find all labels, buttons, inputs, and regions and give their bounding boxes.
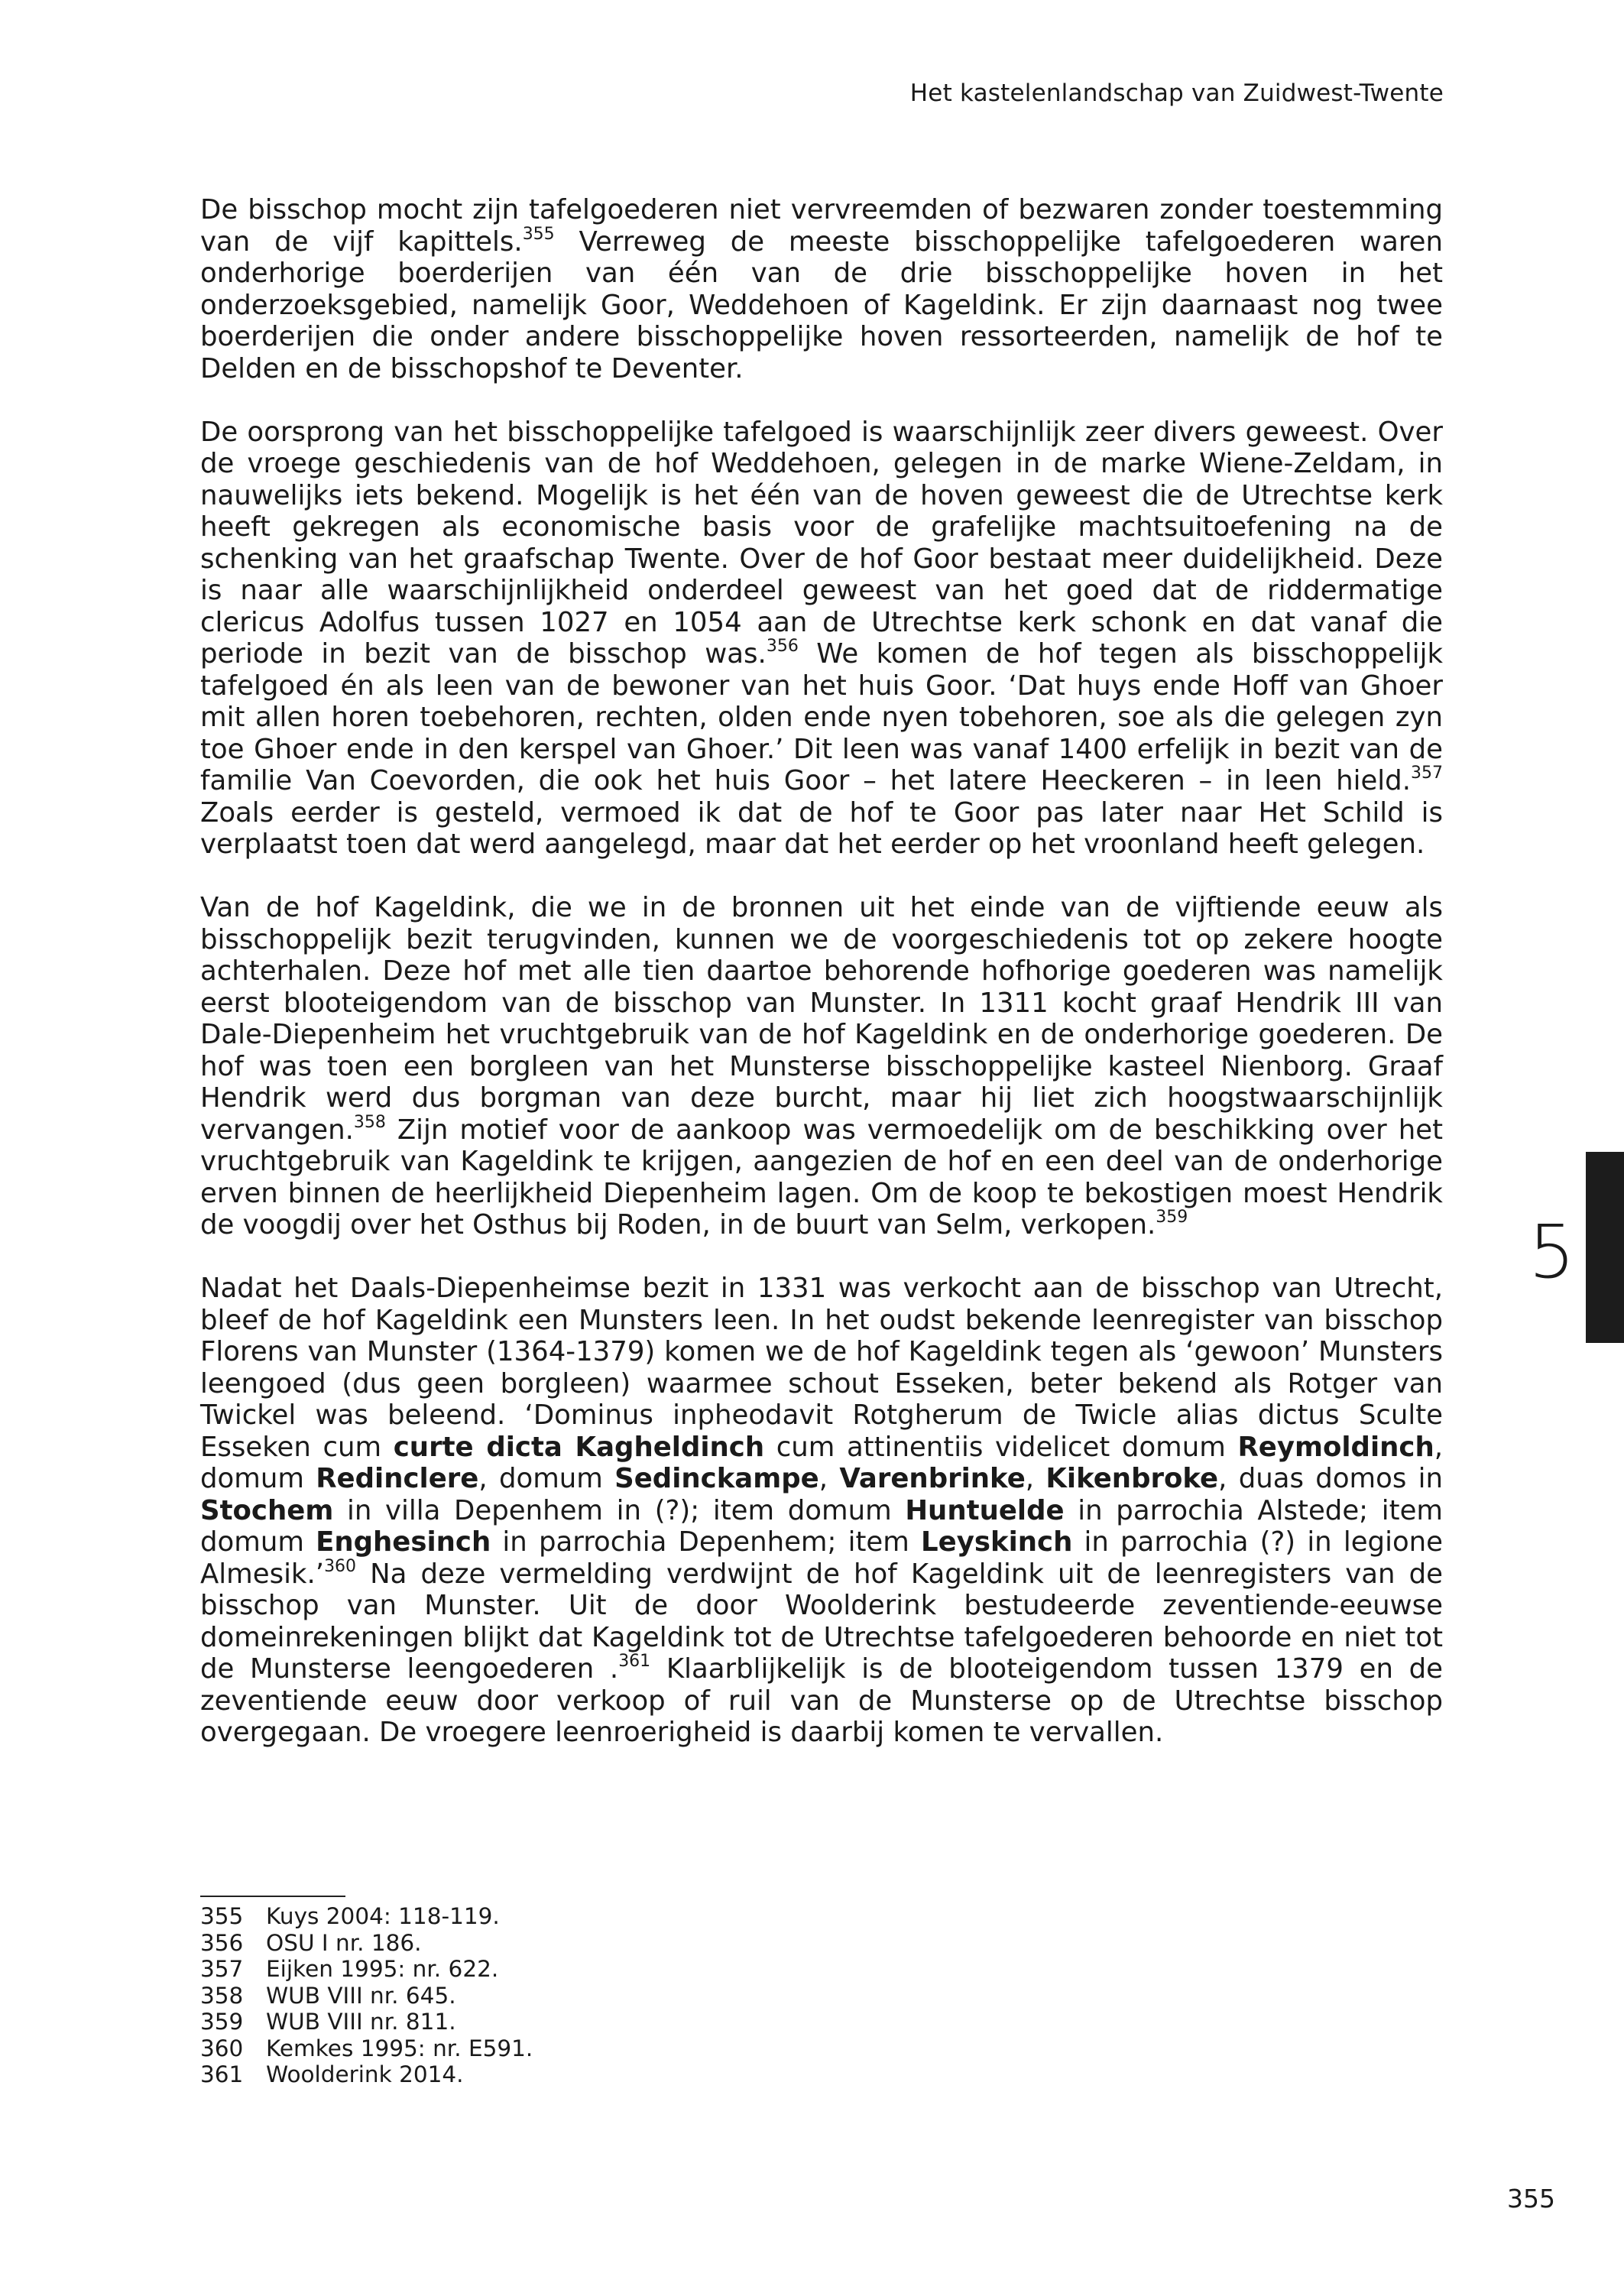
text-run: , domum bbox=[478, 1463, 615, 1494]
paragraph-3 bbox=[200, 892, 1443, 1241]
footnote-ref: 359 bbox=[1156, 1208, 1188, 1228]
text-run: Nadat het Daals-Diepenheimse bezit in 1331 was verkocht aan de bisschop van Utrecht, bleef de hof Kageldink een Munsters leen. In het oudst bekende leenregister van bisschop Florens van Munster (1364-1379) komen we de hof Kageldink tegen als ‘gewoon’ Munsters leengoed (dus geen borgleen) waarmee schout Esseken, beter bekend als Rotger van Twickel was beleend. ‘Dominus inpheodavit Rotgherum de Twicle alias dictus Sculte Esseken cum bbox=[200, 1273, 1443, 1463]
bold-term: Stochem bbox=[200, 1494, 334, 1526]
text-run: De bisschop mocht zijn tafelgoederen niet vervreemden of bezwaren zonder toestemming van de vijf kapittels. bbox=[200, 194, 1443, 258]
footnote-ref: 356 bbox=[766, 637, 799, 657]
body-text bbox=[200, 194, 1443, 1749]
footnote bbox=[200, 1983, 533, 2009]
footnote-text: Woolderink 2014. bbox=[266, 2061, 464, 2087]
chapter-number: 5 bbox=[1528, 1209, 1576, 1295]
running-head: Het kastelenlandschap van Zuidwest-Twente bbox=[909, 79, 1444, 107]
footnote bbox=[200, 1930, 533, 1957]
footnote-number: 361 bbox=[200, 2061, 244, 2087]
bold-term: Leyskinch bbox=[921, 1526, 1073, 1558]
footnote-number: 360 bbox=[200, 2035, 244, 2061]
bold-term: Varenbrinke bbox=[839, 1463, 1026, 1494]
footnote-text: OSU I nr. 186. bbox=[266, 1929, 422, 1956]
footnote-number: 358 bbox=[200, 1982, 244, 2009]
footnote-text: WUB VIII nr. 811. bbox=[266, 2009, 456, 2035]
footnote bbox=[200, 2009, 533, 2035]
text-run: in parrochia Alstede; item domum bbox=[200, 1494, 1443, 1558]
bold-term: Kikenbroke bbox=[1045, 1463, 1219, 1494]
bold-term: Redinclere bbox=[316, 1463, 479, 1494]
footnote-number: 357 bbox=[200, 1956, 244, 1982]
text-run: in parrochia (?) in legione Almesik.’ bbox=[200, 1526, 1443, 1590]
footnote bbox=[200, 1956, 533, 1983]
footnote-text: Kuys 2004: 118-119. bbox=[266, 1903, 500, 1929]
footnote-ref: 360 bbox=[324, 1556, 357, 1576]
text-run: in villa Depenhem in (?); item domum bbox=[333, 1494, 906, 1526]
text-run: De oorsprong van het bisschoppelijke tafelgoed is waarschijnlijk zeer divers geweest. Over de vroege geschiedenis van de hof Weddehoen, gelegen in de marke Wiene-Zeldam, in nauwelijks iets bekend. Mogelijk is het één van de hoven geweest die de Utrechtse kerk heeft gekregen als economische basis voor de grafelijke machtsuitoefening na de schenking van het graafschap Twente. Over de hof Goor bestaat meer duidelijkheid. Deze is naar alle waarschijnlijkheid onderdeel geweest van het goed dat de riddermatige clericus Adolfus tussen 1027 en 1054 aan de Utrechtse kerk schonk en dat vanaf die periode in bezit van de bisschop was. bbox=[200, 416, 1443, 670]
footnote-ref: 355 bbox=[522, 224, 555, 244]
paragraph-2 bbox=[200, 417, 1443, 861]
footnote bbox=[200, 2061, 533, 2088]
text-run: Zijn motief voor de aankoop was vermoedelijk om de beschikking over het vruchtgebruik van Kageldink te krijgen, aangezien de hof en een deel van de onderhorige erven binnen de heerlijkheid Diepenheim lagen. Om de koop te bekostigen moest Hendrik de voogdij over het Osthus bij Roden, in de buurt van Selm, verkopen. bbox=[200, 1114, 1443, 1241]
footnote-ref: 357 bbox=[1411, 764, 1443, 783]
footnote-divider bbox=[200, 1896, 345, 1897]
text-run: , bbox=[818, 1463, 840, 1494]
text-run: Zoals eerder is gesteld, vermoed ik dat de hof te Goor pas later naar Het Schild is verplaatst toen dat werd aangelegd, maar dat het eerder op het vroonland heeft gelegen. bbox=[200, 796, 1443, 860]
footnote-ref: 358 bbox=[353, 1112, 386, 1132]
bold-term: Enghesinch bbox=[316, 1526, 491, 1558]
text-run: cum attinentiis videlicet domum bbox=[764, 1431, 1238, 1463]
text-run: , duas domos in bbox=[1218, 1463, 1443, 1494]
text-run: We komen de hof tegen als bisschoppelijk tafelgoed én als leen van de bewoner van het huis Goor. ‘Dat huys ende Hoff van Ghoer mit allen horen toebehoren, rechten, olden ende nyen tobehoren, soe als die gelegen zyn toe Ghoer ende in den kerspel van Ghoer.’ Dit leen was vanaf 1400 erfelijk in bezit van de familie Van Coevorden, die ook het huis Goor – het latere Heeckeren – in leen hield. bbox=[200, 638, 1443, 796]
page-number: 355 bbox=[1507, 2184, 1555, 2214]
footnote-ref: 361 bbox=[618, 1652, 651, 1672]
bold-term: Huntuelde bbox=[905, 1494, 1065, 1526]
text-run: , domum bbox=[200, 1431, 1444, 1494]
text-run: Verreweg de meeste bisschoppelijke tafelgoederen waren onderhorige boerderijen van één van de drie bisschoppelijke hoven in het onderzoeksgebied, namelijk Goor, Weddehoen of Kageldink. Er zijn daarnaast nog twee boerderijen die onder andere bisschoppelijke hoven ressorteerden, namelijk de hof te Delden en de bisschopshof te Deventer. bbox=[200, 225, 1443, 384]
footnote-text: Kemkes 1995: nr. E591. bbox=[266, 2035, 533, 2061]
text-run: Klaarblijkelijk is de blooteigendom tussen 1379 en de zeventiende eeuw door verkoop of ruil van de Munsterse op de Utrechtse bisschop overgegaan. De vroegere leenroerigheid is daarbij komen te vervallen. bbox=[200, 1653, 1443, 1748]
footnotes bbox=[200, 1903, 533, 2088]
text-run: Van de hof Kageldink, die we in de bronnen uit het einde van de vijftiende eeuw als bisschoppelijk bezit terugvinden, kunnen we de voorgeschiedenis tot op zekere hoogte achterhalen. Deze hof met alle tien daartoe behorende hofhorige goederen was namelijk eerst blooteigendom van de bisschop van Munster. In 1311 kocht graaf Hendrik III van Dale-Diepenheim het vruchtgebruik van de hof Kageldink en de onderhorige goederen. De hof was toen een borgleen van het Munsterse bisschoppelijke kasteel Nienborg. Graaf Hendrik werd dus borgman van deze burcht, maar hij liet zich hoogstwaarschijnlijk vervangen. bbox=[200, 892, 1443, 1146]
text-run: , bbox=[1025, 1463, 1046, 1494]
paragraph-4 bbox=[200, 1273, 1443, 1749]
footnote-text: Eijken 1995: nr. 622. bbox=[266, 1956, 499, 1982]
footnote-number: 355 bbox=[200, 1903, 244, 1929]
footnote-number: 359 bbox=[200, 2009, 244, 2035]
footnote-text: WUB VIII nr. 645. bbox=[266, 1982, 456, 2009]
paragraph-1 bbox=[200, 194, 1443, 384]
text-run: Na deze vermelding verdwijnt de hof Kageldink uit de leenregisters van de bisschop van Munster. Uit de door Woolderink bestudeerde zeventiende-eeuwse domeinrekeningen blijkt dat Kageldink tot de Utrechtse tafelgoederen behoorde en niet tot de Munsterse leengoederen . bbox=[200, 1558, 1443, 1685]
chapter-tab-marker bbox=[1586, 1152, 1624, 1343]
footnote bbox=[200, 2035, 533, 2062]
footnote bbox=[200, 1903, 533, 1930]
footnote-number: 356 bbox=[200, 1929, 244, 1956]
bold-term: Sedinckampe bbox=[614, 1463, 819, 1494]
bold-term: Reymoldinch bbox=[1237, 1431, 1434, 1463]
bold-term: curte dicta Kagheldinch bbox=[393, 1431, 765, 1463]
text-run: in parrochia Depenhem; item bbox=[491, 1526, 921, 1558]
